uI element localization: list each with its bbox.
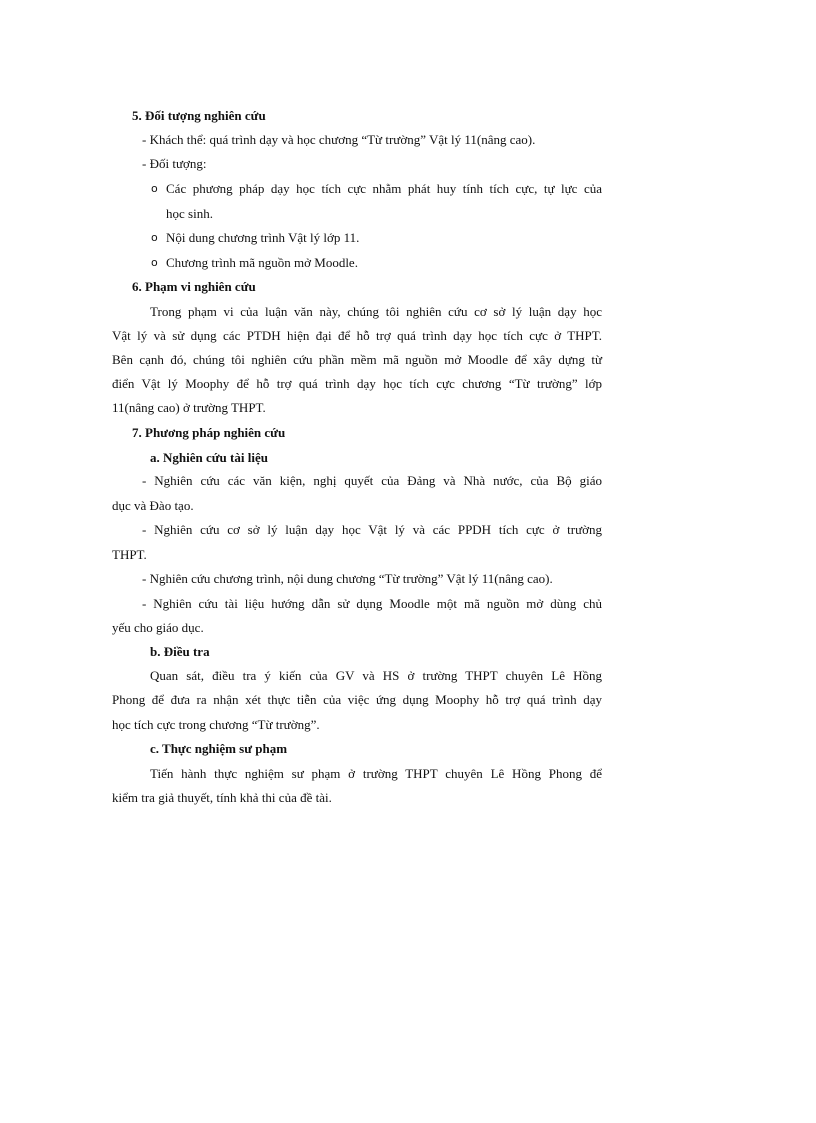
method-a-item-2-cont: THPT.: [112, 547, 147, 562]
subsection-a-heading: a. Nghiên cứu tài liệu: [150, 450, 268, 465]
experiment-paragraph-line: Tiến hành thực nghiệm sư phạm ở trường THPT chuyên Lê Hồng Phong để: [150, 766, 602, 781]
subsection-c-heading: c. Thực nghiệm sư phạm: [150, 741, 288, 756]
survey-paragraph-line: Quan sát, điều tra ý kiến của GV và HS ở trường THPT chuyên Lê Hồng: [150, 668, 602, 683]
scope-paragraph-line: Trong phạm vi của luận văn này, chúng tôi nghiên cứu cơ sở lý luận dạy học: [150, 304, 602, 319]
scope-paragraph-line: Bên cạnh đó, chúng tôi nghiên cứu phần mềm mã nguồn mở Moodle để xây dựng từ: [112, 352, 602, 367]
method-a-item-4: - Nghiên cứu tài liệu hướng dẫn sử dụng Moodle một mã nguồn mở dùng chủ: [142, 596, 602, 611]
subsection-b-heading: b. Điều tra: [150, 644, 210, 659]
method-a-item-1: - Nghiên cứu các văn kiện, nghị quyết của Đảng và Nhà nước, của Bộ giáo: [142, 473, 602, 488]
subject-item-2: Nội dung chương trình Vật lý lớp 11.: [166, 230, 360, 245]
section-7-heading: 7. Phương pháp nghiên cứu: [132, 425, 286, 440]
bullet-circle-icon: o: [151, 231, 158, 244]
method-a-item-3: - Nghiên cứu chương trình, nội dung chương “Từ trường” Vật lý 11(nâng cao).: [142, 571, 553, 586]
object-line: - Khách thể: quá trình dạy và học chương “Từ trường” Vật lý 11(nâng cao).: [142, 132, 536, 147]
survey-paragraph-line: học tích cực trong chương “Từ trường”.: [112, 717, 320, 732]
section-5-heading: 5. Đối tượng nghiên cứu: [132, 108, 266, 123]
bullet-circle-icon: o: [151, 256, 158, 269]
subject-line: - Đối tượng:: [142, 156, 207, 171]
scope-paragraph-line: điển Vật lý Moophy để hỗ trợ quá trình dạy học tích cực chương “Từ trường” lớp: [112, 376, 602, 391]
method-a-item-1-cont: dục và Đào tạo.: [112, 498, 194, 513]
method-a-item-2: - Nghiên cứu cơ sở lý luận dạy học Vật lý và các PPDH tích cực ở trường: [142, 522, 602, 537]
bullet-circle-icon: o: [151, 182, 158, 195]
method-a-item-4-cont: yếu cho giáo dục.: [112, 620, 204, 635]
section-6-heading: 6. Phạm vi nghiên cứu: [132, 279, 256, 294]
subject-item-3: Chương trình mã nguồn mở Moodle.: [166, 255, 358, 270]
survey-paragraph-line: Phong để đưa ra nhận xét thực tiễn của việc ứng dụng Moophy hỗ trợ quá trình dạy: [112, 692, 602, 707]
subject-item-1-cont: học sinh.: [166, 206, 213, 221]
subject-item-1: Các phương pháp dạy học tích cực nhằm phát huy tính tích cực, tự lực của: [166, 181, 602, 196]
scope-paragraph-line: Vật lý và sử dụng các PTDH hiện đại để hỗ trợ quá trình dạy học tích cực ở THPT.: [112, 328, 602, 343]
experiment-paragraph-line: kiểm tra giả thuyết, tính khả thi của đề tài.: [112, 790, 332, 805]
scope-paragraph-line: 11(nâng cao) ở trường THPT.: [112, 400, 266, 415]
